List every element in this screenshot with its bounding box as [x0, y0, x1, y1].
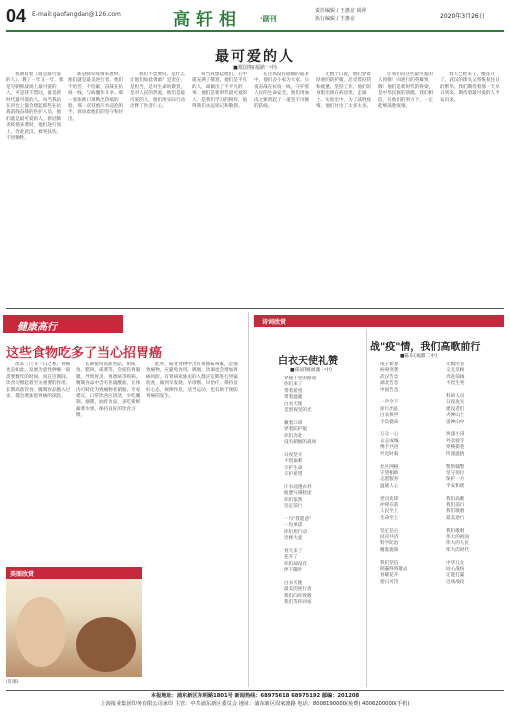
column-divider — [366, 330, 367, 687]
poem2-text: 无数医者 义无反顾 奔赴前线 不畏生死 科研人员 日夜攻关 建设者们 火神山上 雷神山中 快递小哥 外卖骑手 穿梭街巷 传递温情 警察辅警 坚守岗位 保护一方 平安和谐 我们高歌 我们前行 我们歌唱 最美逆行 我们歌唱 伟大的祖国 伟大的人民 伟大的时代 中华儿女 同心战疫 定能打赢 这场战役 — [446, 362, 469, 585]
masthead-title: 高轩相 — [173, 10, 242, 30]
page-number: 04 — [6, 6, 27, 26]
footer-address: 本报地址：浦东新区东明路1801号 新闻热线：68975618 68975192 邮编：201208 — [150, 693, 360, 699]
section-divider — [6, 308, 504, 309]
editors-credit: 责任编辑 / 王惠京 胡萍 执行编辑 / 王惠京 — [315, 8, 367, 22]
page-header — [0, 0, 510, 32]
article-column: 我们不禁要问，是什么让他们如此勇敢？是责任，是担当，是对生命的敬畏，是对人民的热爱。他们是最可爱的人，他们用实际行动诠释了医者仁心。 — [130, 72, 186, 110]
article-column: 无数个日夜，他们穿着厚重的防护服，忍受着闷热和疲惫，坚持工作。他们的身影出现在病房里、走廊上、实验室中，为了战胜疫情，他们付出了太多太多。 — [316, 72, 372, 110]
article-column: 新冠肺炎疫情来袭时，他们就是最美逆行者。他们不怕苦，不怕累，奋战在抗疫一线，与病魔作斗争。那一张张被口罩勒出印痕的脸，那一双双被汗水浸泡的手，诉说着他们的坚守和付出。 — [68, 72, 124, 122]
header-divider — [6, 30, 504, 32]
section-label: ·副刊 — [260, 15, 277, 23]
health-column: 冰冻三尺非一日之寒，胃癌也是如此。发展为恶性肿瘤一般需要数年的时间，而在这期间，饮食习惯起着至关重要的作用。长期高盐饮食、腌制食品摄入过多，都会增加患胃癌的风险。 — [6, 362, 71, 400]
poem1-title: 白衣天使礼赞 — [278, 356, 338, 367]
poem2-byline: ■陈东(福鼎二中) — [400, 354, 438, 359]
contact-email: E-mail:gaofangdan@126.com — [32, 11, 121, 18]
column-divider — [248, 312, 249, 687]
article-title: 最可爱的人 — [215, 49, 295, 65]
article-column: 春天已经来了，樱花开了，武汉的街头又将恢复往日的繁华。我们期待着那一天早日到来，期待着最可爱的人平安归来。 — [440, 72, 500, 103]
photo-label: 美图欣赏 — [10, 571, 35, 578]
article-column: 在这场没有硝烟的战争中，他们舍小家为大家，日夜奋战在抗疫一线，守护着人民的生命安全。他们用血肉之躯筑起了一道坚不可摧的防线。 — [254, 72, 310, 110]
article-column: 每当我想起他们，心中就充满了敬意。他们是平凡的人，却做出了不平凡的事。他们是新时代最可爱的人，是我们学习的榜样，值得我们永远铭记和敬仰。 — [192, 72, 248, 110]
poem1-byline: ■郑国翔(福鼎一中) — [290, 368, 332, 373]
health-title: 这些食物吃多了当心招胃癌 — [6, 346, 163, 361]
featured-photo — [6, 567, 142, 677]
article-byline: ■郑国翔(福鼎一中) — [233, 65, 277, 71]
poem1-text: 穿越千里的路途 你们来了 带着希望 带着温暖 白衣天使 是黑夜里的光 戴着口罩 穿着防护服 你们奔赴 没有硝烟的战场 日夜坚守 不畏艰难 守护生命 守护希望 汗水浸透衣衫 疲惫写满脸庞 你们依然 坚定前行 一句"我愿意" 一份承诺 你们用行动 诠释大爱 春天来了 花开了 你们却没有 停下脚步 白衣天使 最美的逆行者 我们向你致敬 我们等你回家 — [284, 376, 317, 606]
page-footer — [0, 690, 510, 714]
health-column: 此外，霉变食物中含有黄曲霉毒素，是强致癌物，应避免食用。吸烟、饮酒也会增加胃癌风险。有胃病家族史的人群应定期进行胃镜检查，做到早发现、早诊断、早治疗。保持良好心态，规律作息，适当运动，也有助于预防胃癌的发生。 — [146, 362, 238, 400]
poetry-band: 诗词欣赏 — [254, 315, 504, 327]
issue-date: 2020年3月26日 — [440, 13, 485, 20]
photo-caption: (阵嘟) — [6, 680, 19, 685]
health-kicker: 健康高行 — [3, 315, 123, 333]
footer-printer: 上海报业集团印务有限公司承印 主管：中共浦东新区委员会 地址：浦东新区周家渡路 电话：8008190000(免费) 4006200000(手机) — [100, 701, 410, 707]
poem2-title: 战"疫"情，我们高歌前行 — [370, 342, 481, 353]
article-column: 让我们向这些最可爱的人致敬！向逆行的英雄致敬！他们是新时代的脊梁，是中华民族的骄傲。我们相信，在他们的努力下，一定能够战胜疫情。 — [378, 72, 434, 110]
health-column: 长期使用高盐食品，如咸鱼、腊肉、咸菜等，会损伤胃黏膜，导致胃炎、胃溃疡等疾病。腌制食品中含有亚硝酸盐，在体内可转化为致癌物亚硝胺。专家建议，日常饮食应清淡，少吃腌制、烟熏、油炸食品，多吃新鲜蔬菜水果，保持良好的饮食习惯。 — [76, 362, 141, 419]
article-column: 我教育着《谁是最可爱的人》。教了一年又一年，那是写朝鲜战场上最可爱的人，可是我不禁问，谁是新时代最可爱的人。每当我站在讲台上都会想起那些在抗战前线奋战的医护人员，他们就是最可爱的人。新冠肺炎疫情来袭时，他们逆行而上，奔赴武汉，救死扶伤，不畏牺牲。 — [6, 72, 64, 142]
poem2-text: 庚子新春 病毒突袭 武汉告急 湖北告急 中国告急 一声令下 逆行出征 白衣执甲 不负使命 万众一心 众志成城 携手共进 共克时艰 社区网格 守望相助 志愿服务 温暖人心 党员先锋 冲锋在前 人民至上 生命至上 坚定信心 同舟共济 科学防治 精准施策 我们坚信 阴霾终将散去 春暖花开 指日可待 — [380, 362, 408, 585]
